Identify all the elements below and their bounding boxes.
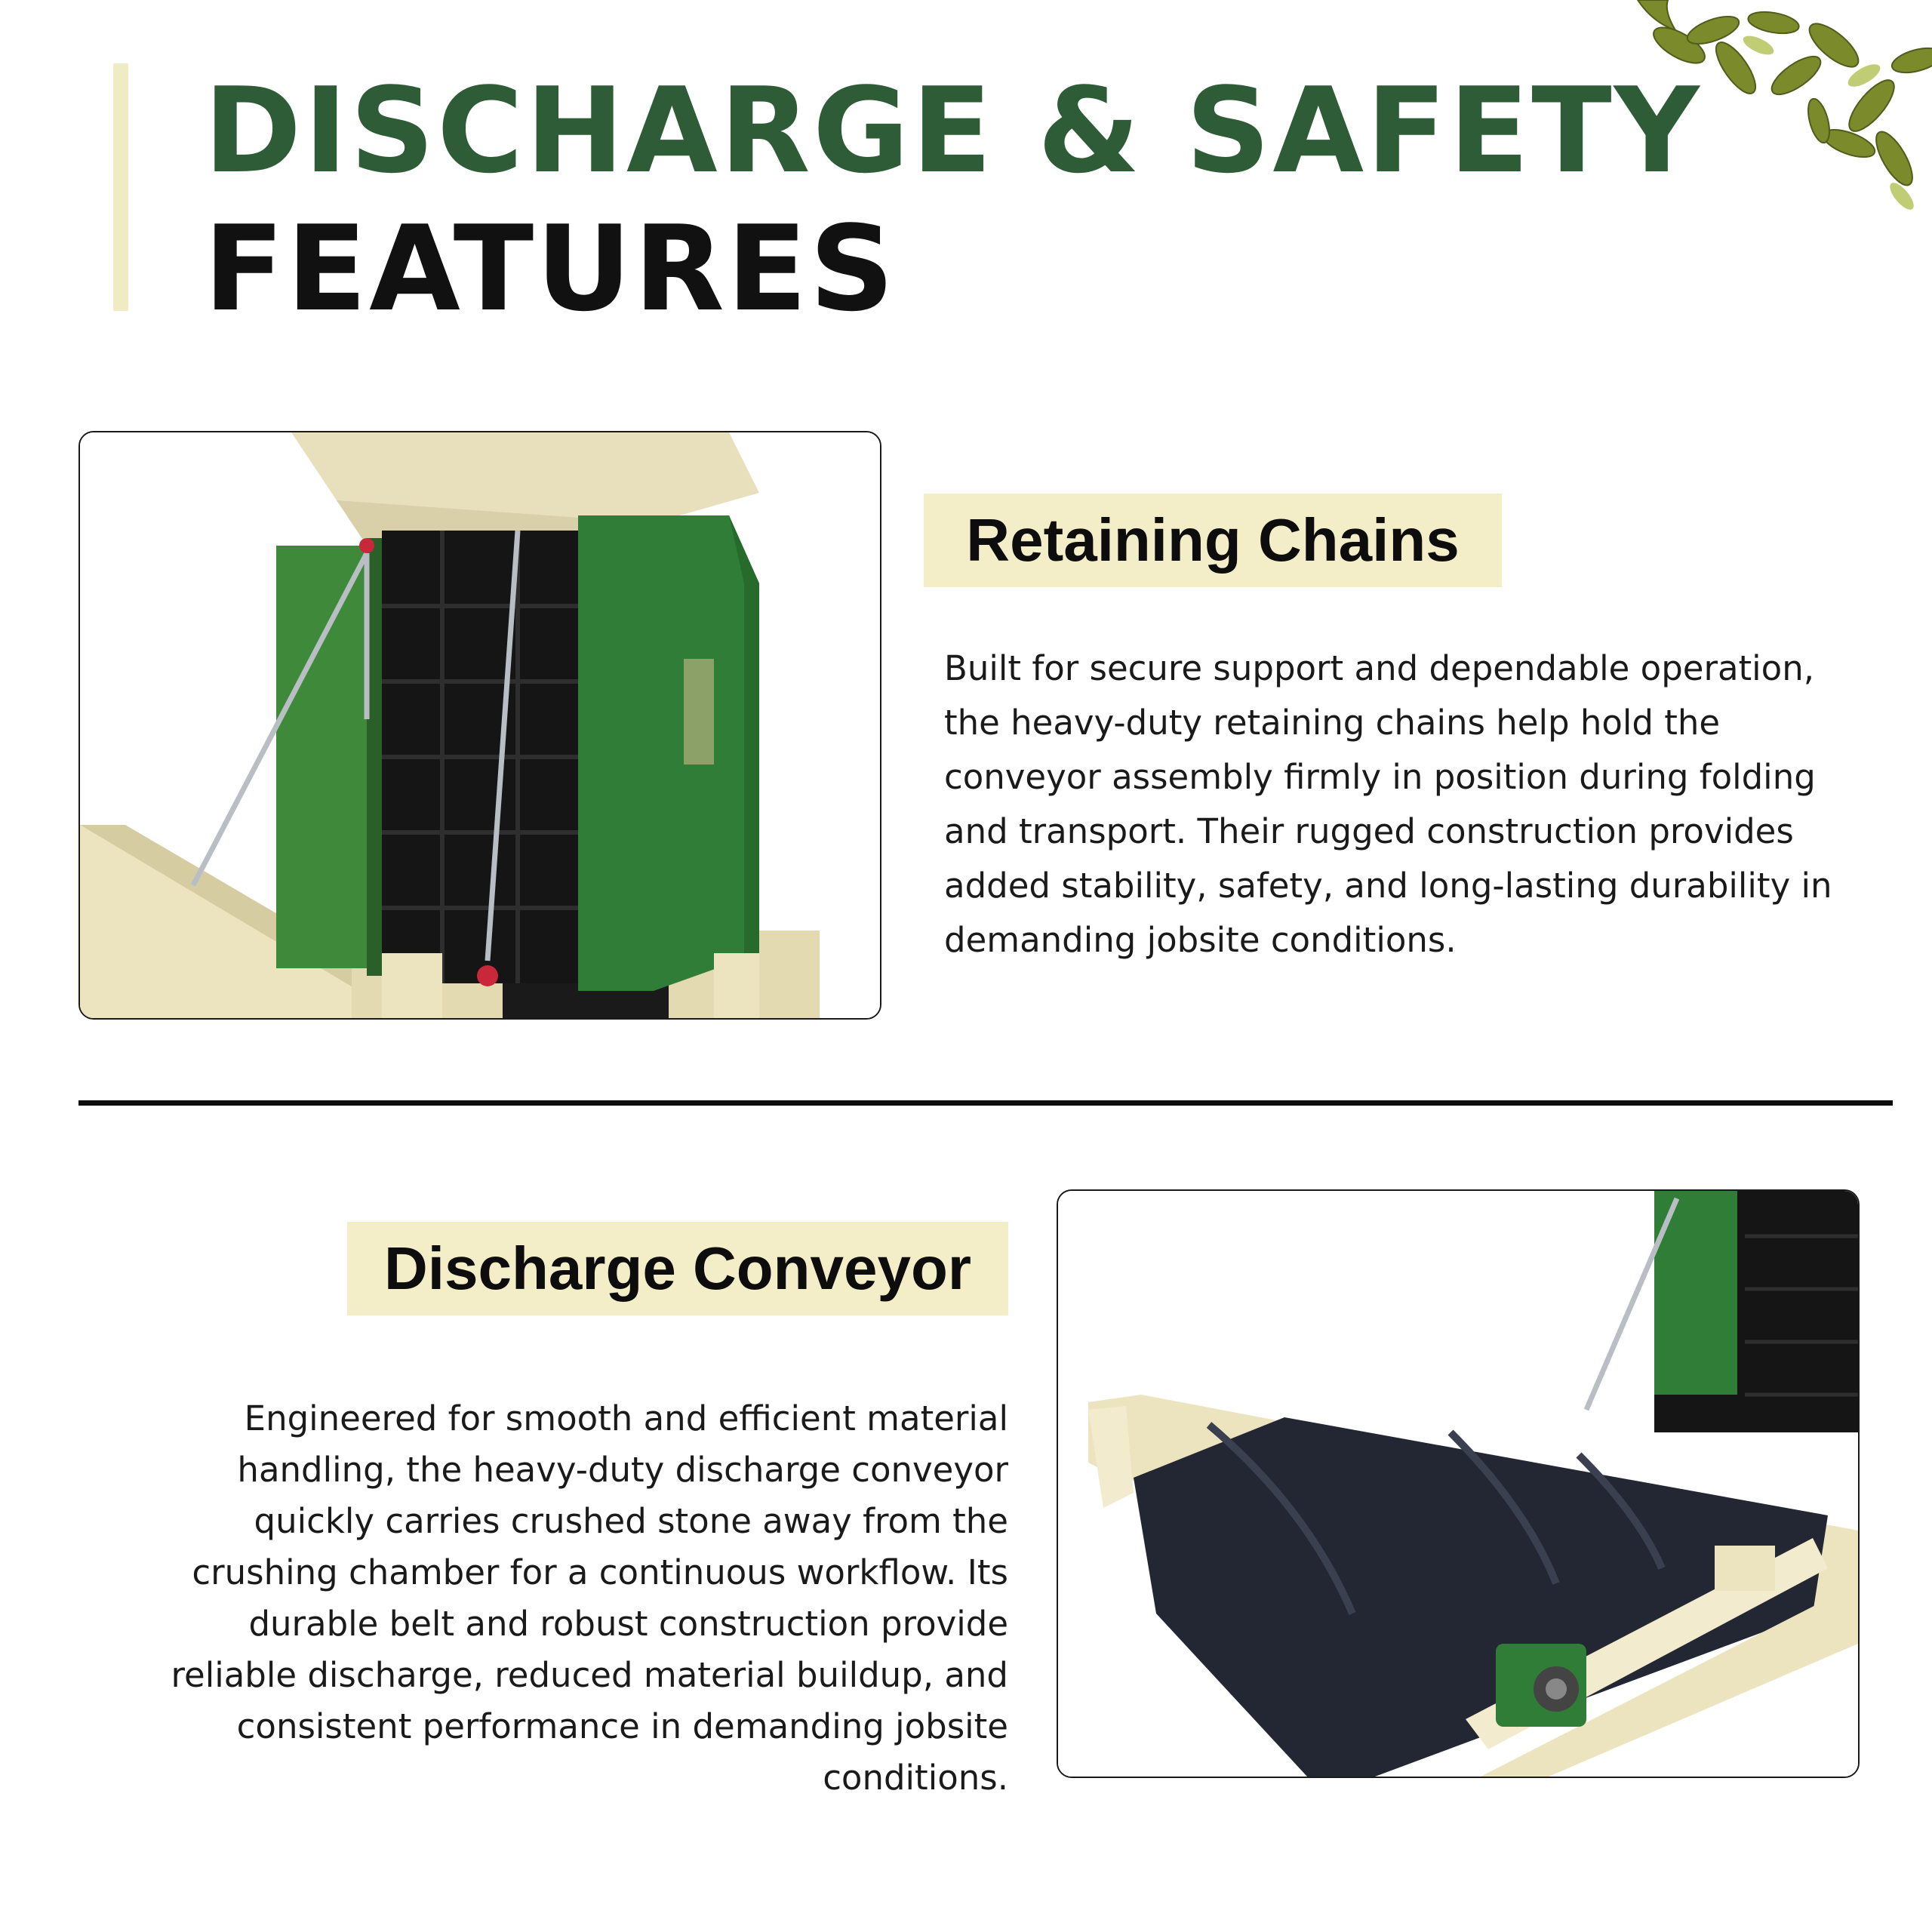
decorative-leaves-image (1623, 0, 1932, 219)
page-title-line2: FEATURES (204, 200, 897, 337)
retaining-chains-heading (924, 494, 1502, 587)
title-accent-bar (113, 63, 128, 311)
discharge-conveyor-heading (347, 1222, 1008, 1315)
discharge-conveyor-description: Engineered for smooth and efficient material handling, the heavy-duty discharge conveyor quickly carries crushed stone away from the crushing chamber for a continuous workflow. Its durable belt and robust construction provide reliable discharge, reduced material buildup, and consistent performance in demanding jobsite conditions. (171, 1398, 1008, 1798)
retaining-chains-description: Built for secure support and dependable operation, the heavy-duty retaining chains help hold the conveyor assembly firmly in position during folding and transport. Their rugged construction provides added stability, safety, and long-lasting durability in demanding jobsite conditions. (944, 648, 1832, 960)
discharge-conveyor-heading-text: Discharge Conveyor (383, 1235, 972, 1302)
retaining-chains-heading-text: Retaining Chains (966, 506, 1460, 574)
retaining-chains-photo (78, 431, 881, 1020)
page-title-line1: DISCHARGE & SAFETY (204, 62, 1702, 199)
section-divider (78, 1100, 1893, 1106)
discharge-conveyor-photo (1057, 1189, 1860, 1778)
